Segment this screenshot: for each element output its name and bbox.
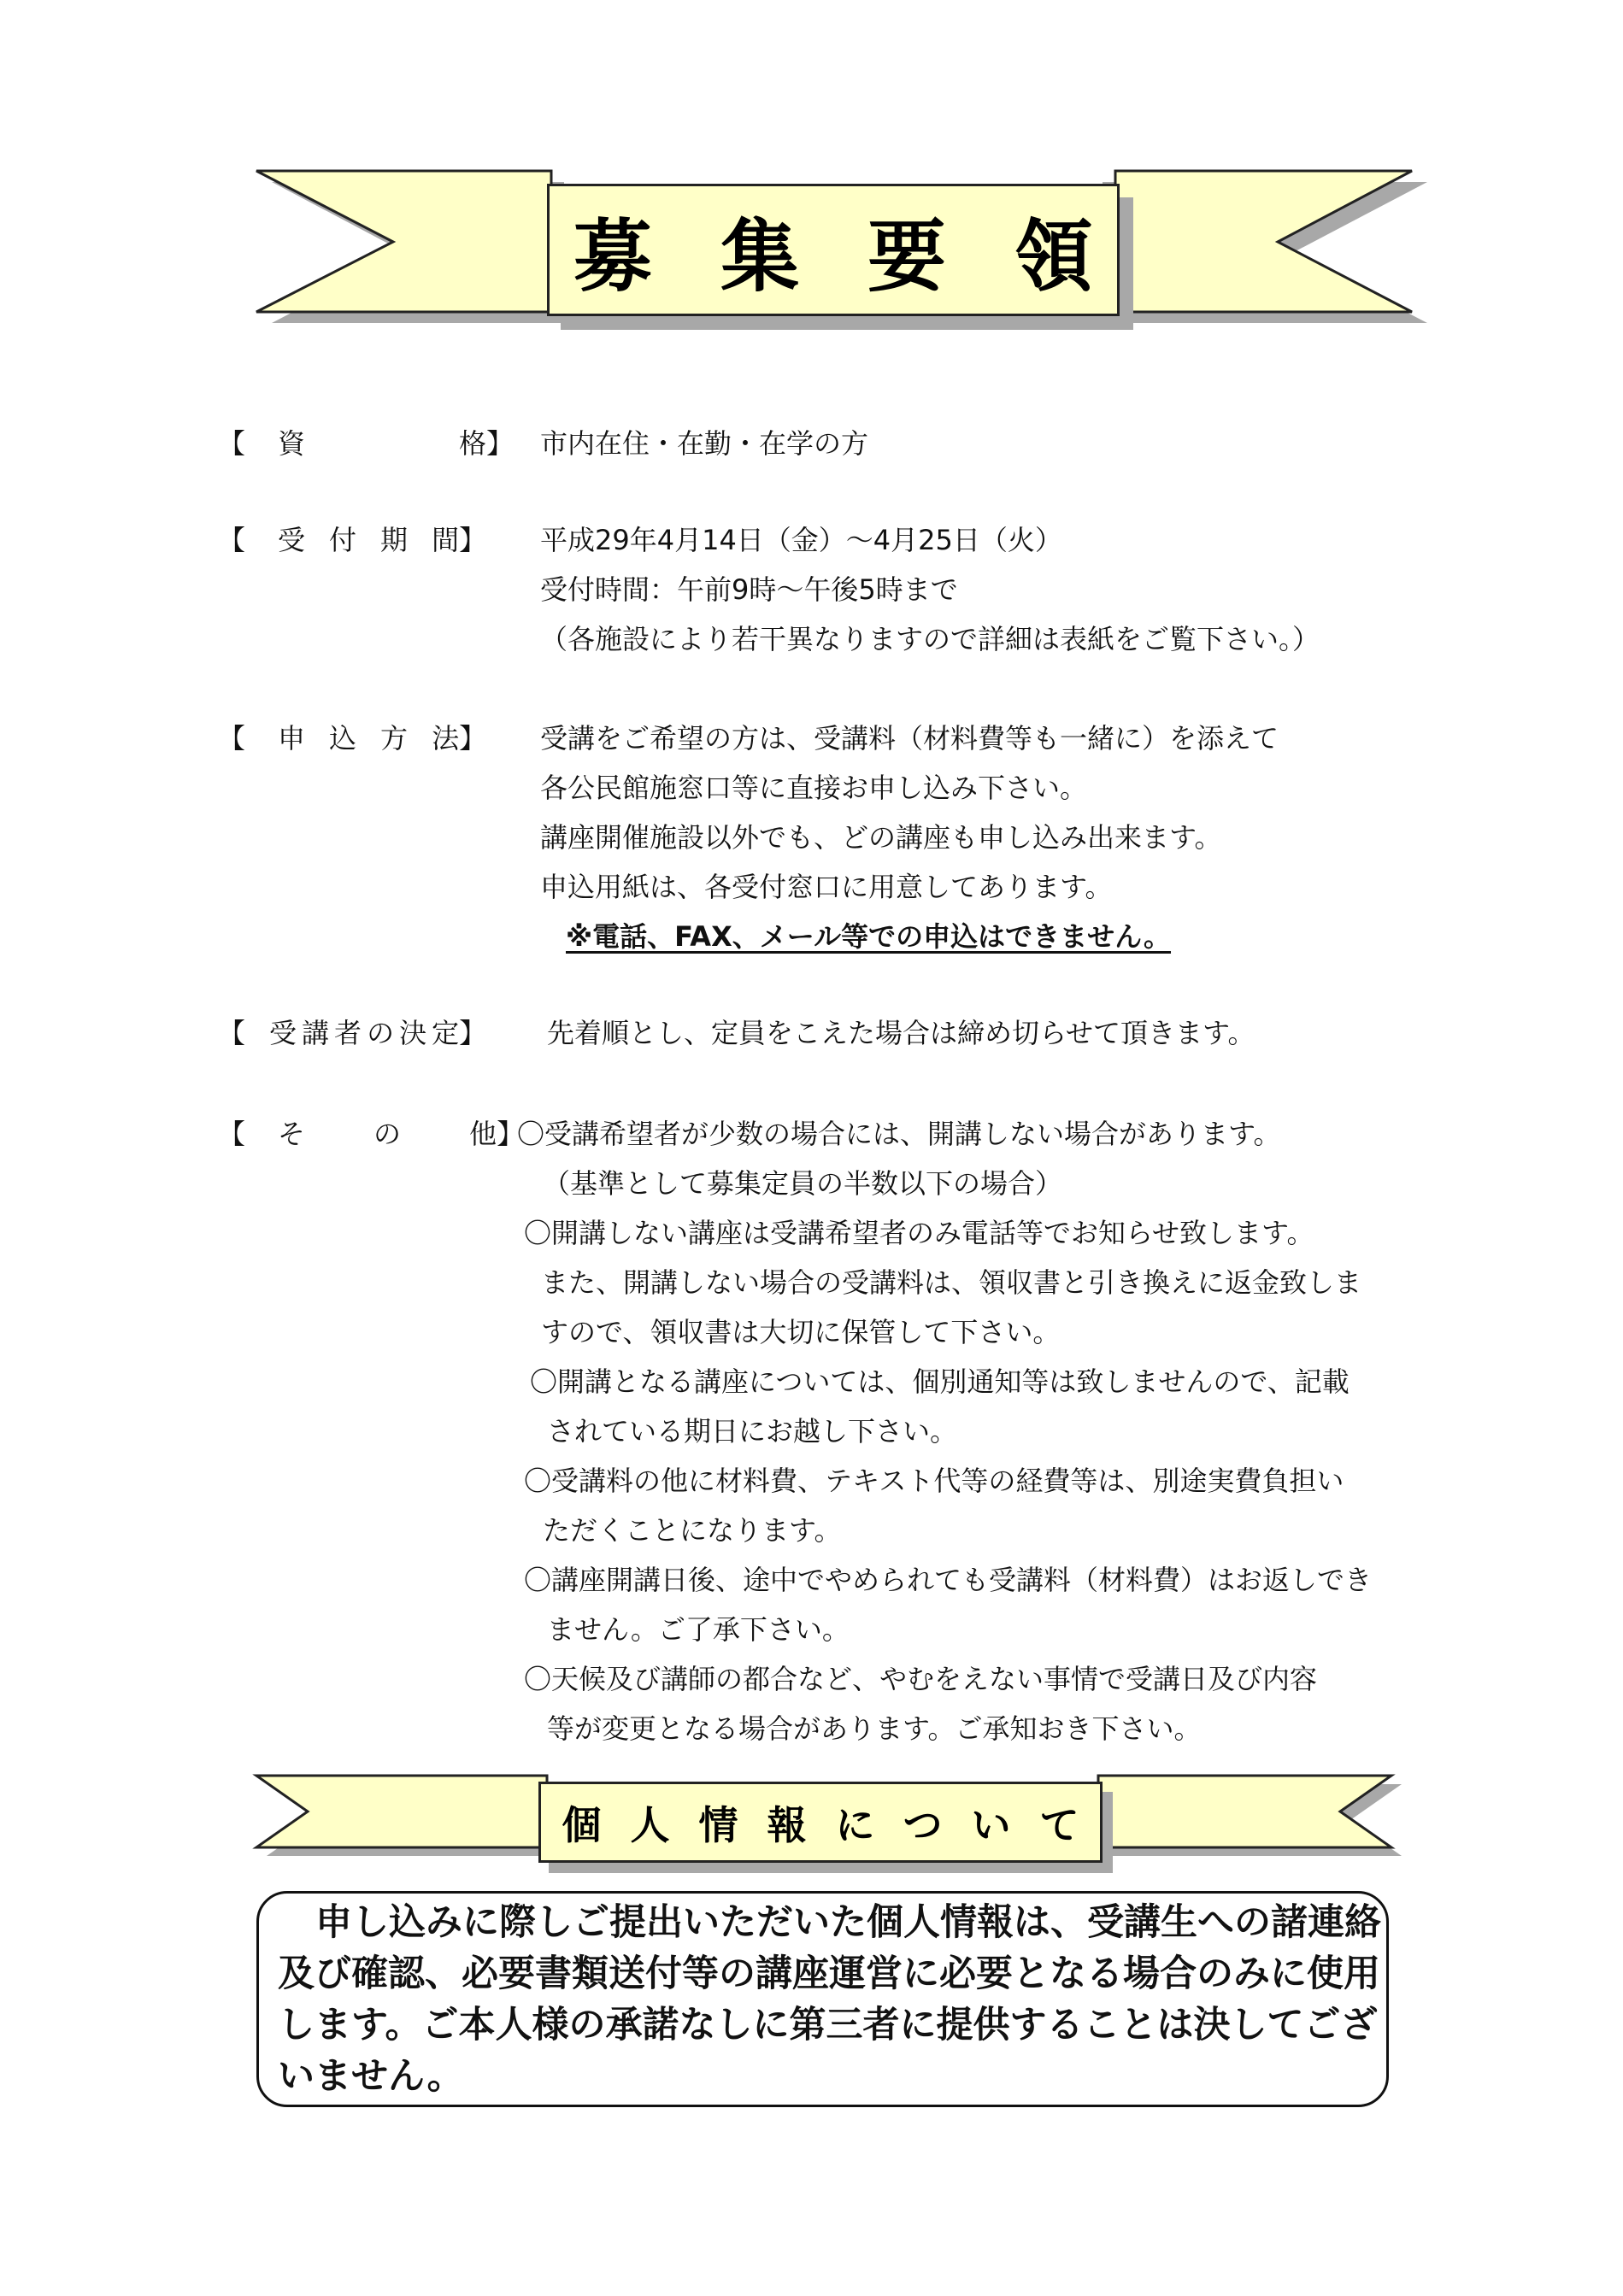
value-qualification: 市内在住・在勤・在学の方: [540, 427, 869, 460]
label-method: 【 申 込 方 法】: [218, 722, 487, 755]
value-other: 〇受講希望者が少数の場合には、開講しない場合があります。 （基準として募集定員の半数以下の場合） 〇開講しない講座は受講希望者のみ電話等でお知らせ致します。 また、開講しない場合の受講料は、領収書と引き換えに返金致しま すので、領収書は大切に保管して下さい。 〇開講となる講座については、個別通知等は致しませんので、記載 されている期日にお越し下さい。 〇受講料の他に材料費、テキスト代等の経費等は、別途実費負担い ただくことになります。 〇講座開講日後、途中でやめられても受講料（材料費）はお返しでき ません。ご了承下さい。 〇天候及び講師の都合など、やむをえない事情で受講日及び内容 等が変更となる場合があります。ご承知おき下さい。: [517, 1118, 1373, 1745]
privacy-notice-text: 申し込みに際しご提出いただいた個人情報は、受講生への諸連絡 及び確認、必要書類送付等の講座運営に必要となる場合のみに使用 します。ご本人様の承諾なしに第三者に提供することは決してござ いません。: [278, 1901, 1381, 2098]
label-other: 【 そ の 他】: [218, 1118, 525, 1150]
top-ribbon-left-wing: [256, 171, 551, 312]
label-qualification: 【 資 格】: [218, 427, 515, 460]
privacy-heading: 個人情報について: [562, 1801, 1108, 1848]
page-title: 募集要領: [573, 210, 1161, 302]
label-period: 【 受 付 期 間】: [218, 524, 487, 556]
value-decision: 先着順とし、定員をこえた場合は締め切らせて頂きます。: [547, 1017, 1255, 1049]
label-decision: 【 受 講 者 の 決 定】: [218, 1017, 487, 1049]
no-phone-fax-note: ※電話、FAX、メール等での申込はできません。: [566, 920, 1172, 953]
privacy-heading-banner: [538, 1782, 1108, 1863]
title-banner: [547, 184, 1161, 316]
value-period: 平成29年4月14日（金）～4月25日（火） 受付時間：午前9時～午後5時まで （各施設により若干異なりますので詳細は表紙をご覧下さい。）: [540, 524, 1320, 655]
bottom-ribbon-left-wing: [256, 1776, 547, 1847]
value-method: 受講をご希望の方は、受講料（材料費等も一緒に）を添えて 各公民館施窓口等に直接お申し込み下さい。 講座開催施設以外でも、どの講座も申し込み出来ます。 申込用紙は、各受付窓口に用意してあります。 ※電話、FAX、メール等での申込はできません。: [540, 713, 1279, 961]
